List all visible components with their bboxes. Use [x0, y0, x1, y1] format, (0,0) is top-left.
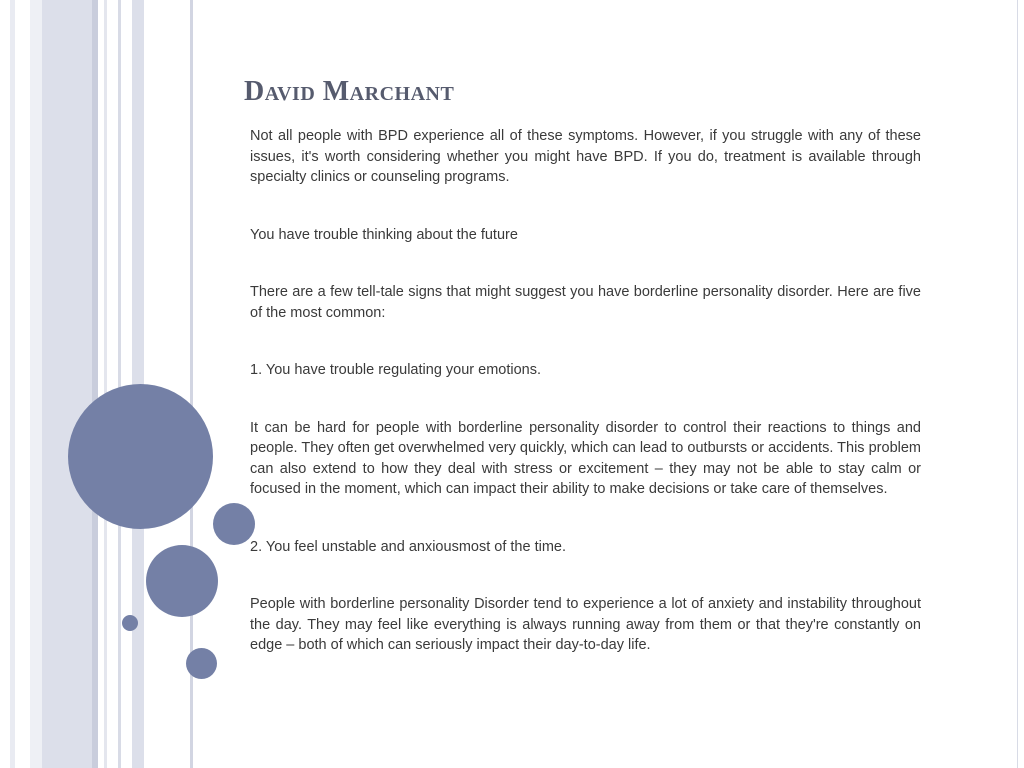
decorative-circle — [213, 503, 255, 545]
paragraph-signs: There are a few tell-tale signs that might suggest you have borderline personality disorder. Here are five of the most common: — [250, 284, 921, 321]
paragraph-future: You have trouble thinking about the future — [250, 226, 518, 243]
paragraph-intro: Not all people with BPD experience all of these symptoms. However, if you struggle with any of these issues, it's worth considering whether you might have BPD. If you do, treatment is available through specialty clinics or counseling programs. — [250, 128, 921, 185]
slide-title: David Marchant — [244, 76, 455, 107]
decorative-stripe — [10, 0, 15, 768]
slide-content — [250, 126, 921, 693]
frame-line — [1017, 0, 1018, 768]
decorative-stripe — [104, 0, 107, 768]
decorative-stripe — [92, 0, 98, 768]
decorative-stripe — [118, 0, 121, 768]
heading-point-1: 1. You have trouble regulating your emotions. — [250, 362, 542, 378]
decorative-circle — [122, 615, 138, 631]
decorative-stripe — [42, 0, 92, 768]
paragraph-point-2: People with borderline personality Disorder tend to experience a lot of anxiety and instability throughout the day. They may feel like everything is always running away from them or that they're constantly on edge – both of which can seriously impact their day-to-day life. — [250, 596, 921, 653]
paragraph-point-1: It can be hard for people with borderline personality disorder to control their reactions to things and people. They often get overwhelmed very quickly, which can lead to outbursts or accidents. This problem can also extend to how they deal with stress or excitement – they may not be able to stay calm or focused in the moment, which can impact their ability to make decisions or take care of themselves. — [250, 419, 921, 497]
decorative-circle — [68, 384, 213, 529]
heading-point-2: 2. You feel unstable and anxiousmost of the time. — [250, 538, 566, 555]
decorative-stripe — [30, 0, 42, 768]
decorative-circle — [146, 545, 218, 617]
decorative-circle — [186, 648, 217, 679]
